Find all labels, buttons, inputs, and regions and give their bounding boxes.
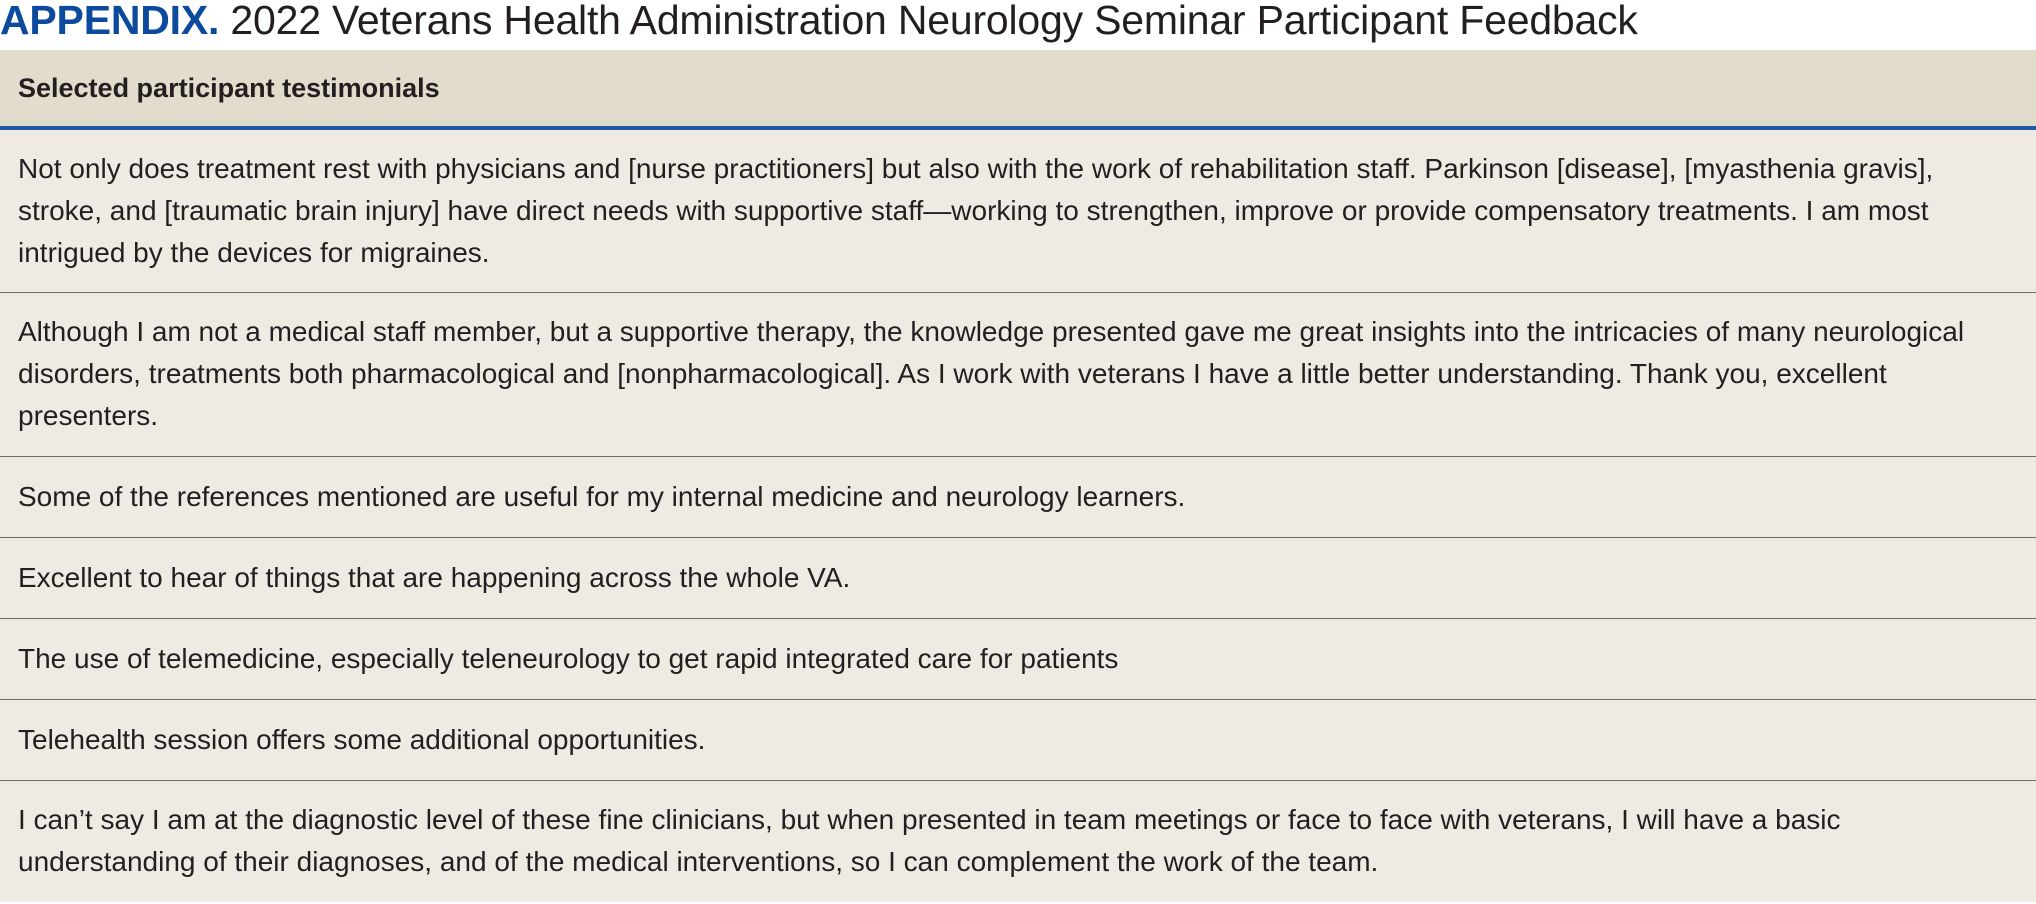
testimonial-cell: The use of telemedicine, especially teleneurology to get rapid integrated care for patients (0, 618, 2036, 699)
appendix-label: APPENDIX. (0, 0, 220, 43)
table-row (0, 780, 2036, 902)
appendix-title-text: 2022 Veterans Health Administration Neurology Seminar Participant Feedback (230, 0, 1638, 43)
table-row (0, 618, 2036, 699)
table-row (0, 537, 2036, 618)
table-row (0, 292, 2036, 456)
table-row (0, 128, 2036, 292)
testimonial-cell: Excellent to hear of things that are happening across the whole VA. (0, 537, 2036, 618)
testimonials-table (0, 50, 2036, 902)
table-header-row (0, 50, 2036, 128)
testimonial-cell: Telehealth session offers some additional opportunities. (0, 699, 2036, 780)
table-header: Selected participant testimonials (0, 50, 2036, 128)
table-row (0, 456, 2036, 537)
testimonial-cell: Not only does treatment rest with physicians and [nurse practitioners] but also with the work of rehabilitation staff. Parkinson [disease], [myasthenia gravis], stroke, and [traumatic brain injury] have direct needs with supportive staff—working to strengthen, improve or provide compensatory treatments. I am most intrigued by the devices for migraines. (0, 128, 2036, 292)
testimonial-cell: I can’t say I am at the diagnostic level of these fine clinicians, but when presented in team meetings or face to face with veterans, I will have a basic understanding of their diagnoses, and of the medical interventions, so I can complement the work of the team. (0, 780, 2036, 902)
testimonial-cell: Although I am not a medical staff member, but a supportive therapy, the knowledge presented gave me great insights into the intricacies of many neurological disorders, treatments both pharmacological and [nonpharmacological]. As I work with veterans I have a little better understanding. Thank you, excellent presenters. (0, 292, 2036, 456)
appendix-title (0, 0, 2036, 50)
table-row (0, 699, 2036, 780)
testimonial-cell: Some of the references mentioned are useful for my internal medicine and neurology learners. (0, 456, 2036, 537)
